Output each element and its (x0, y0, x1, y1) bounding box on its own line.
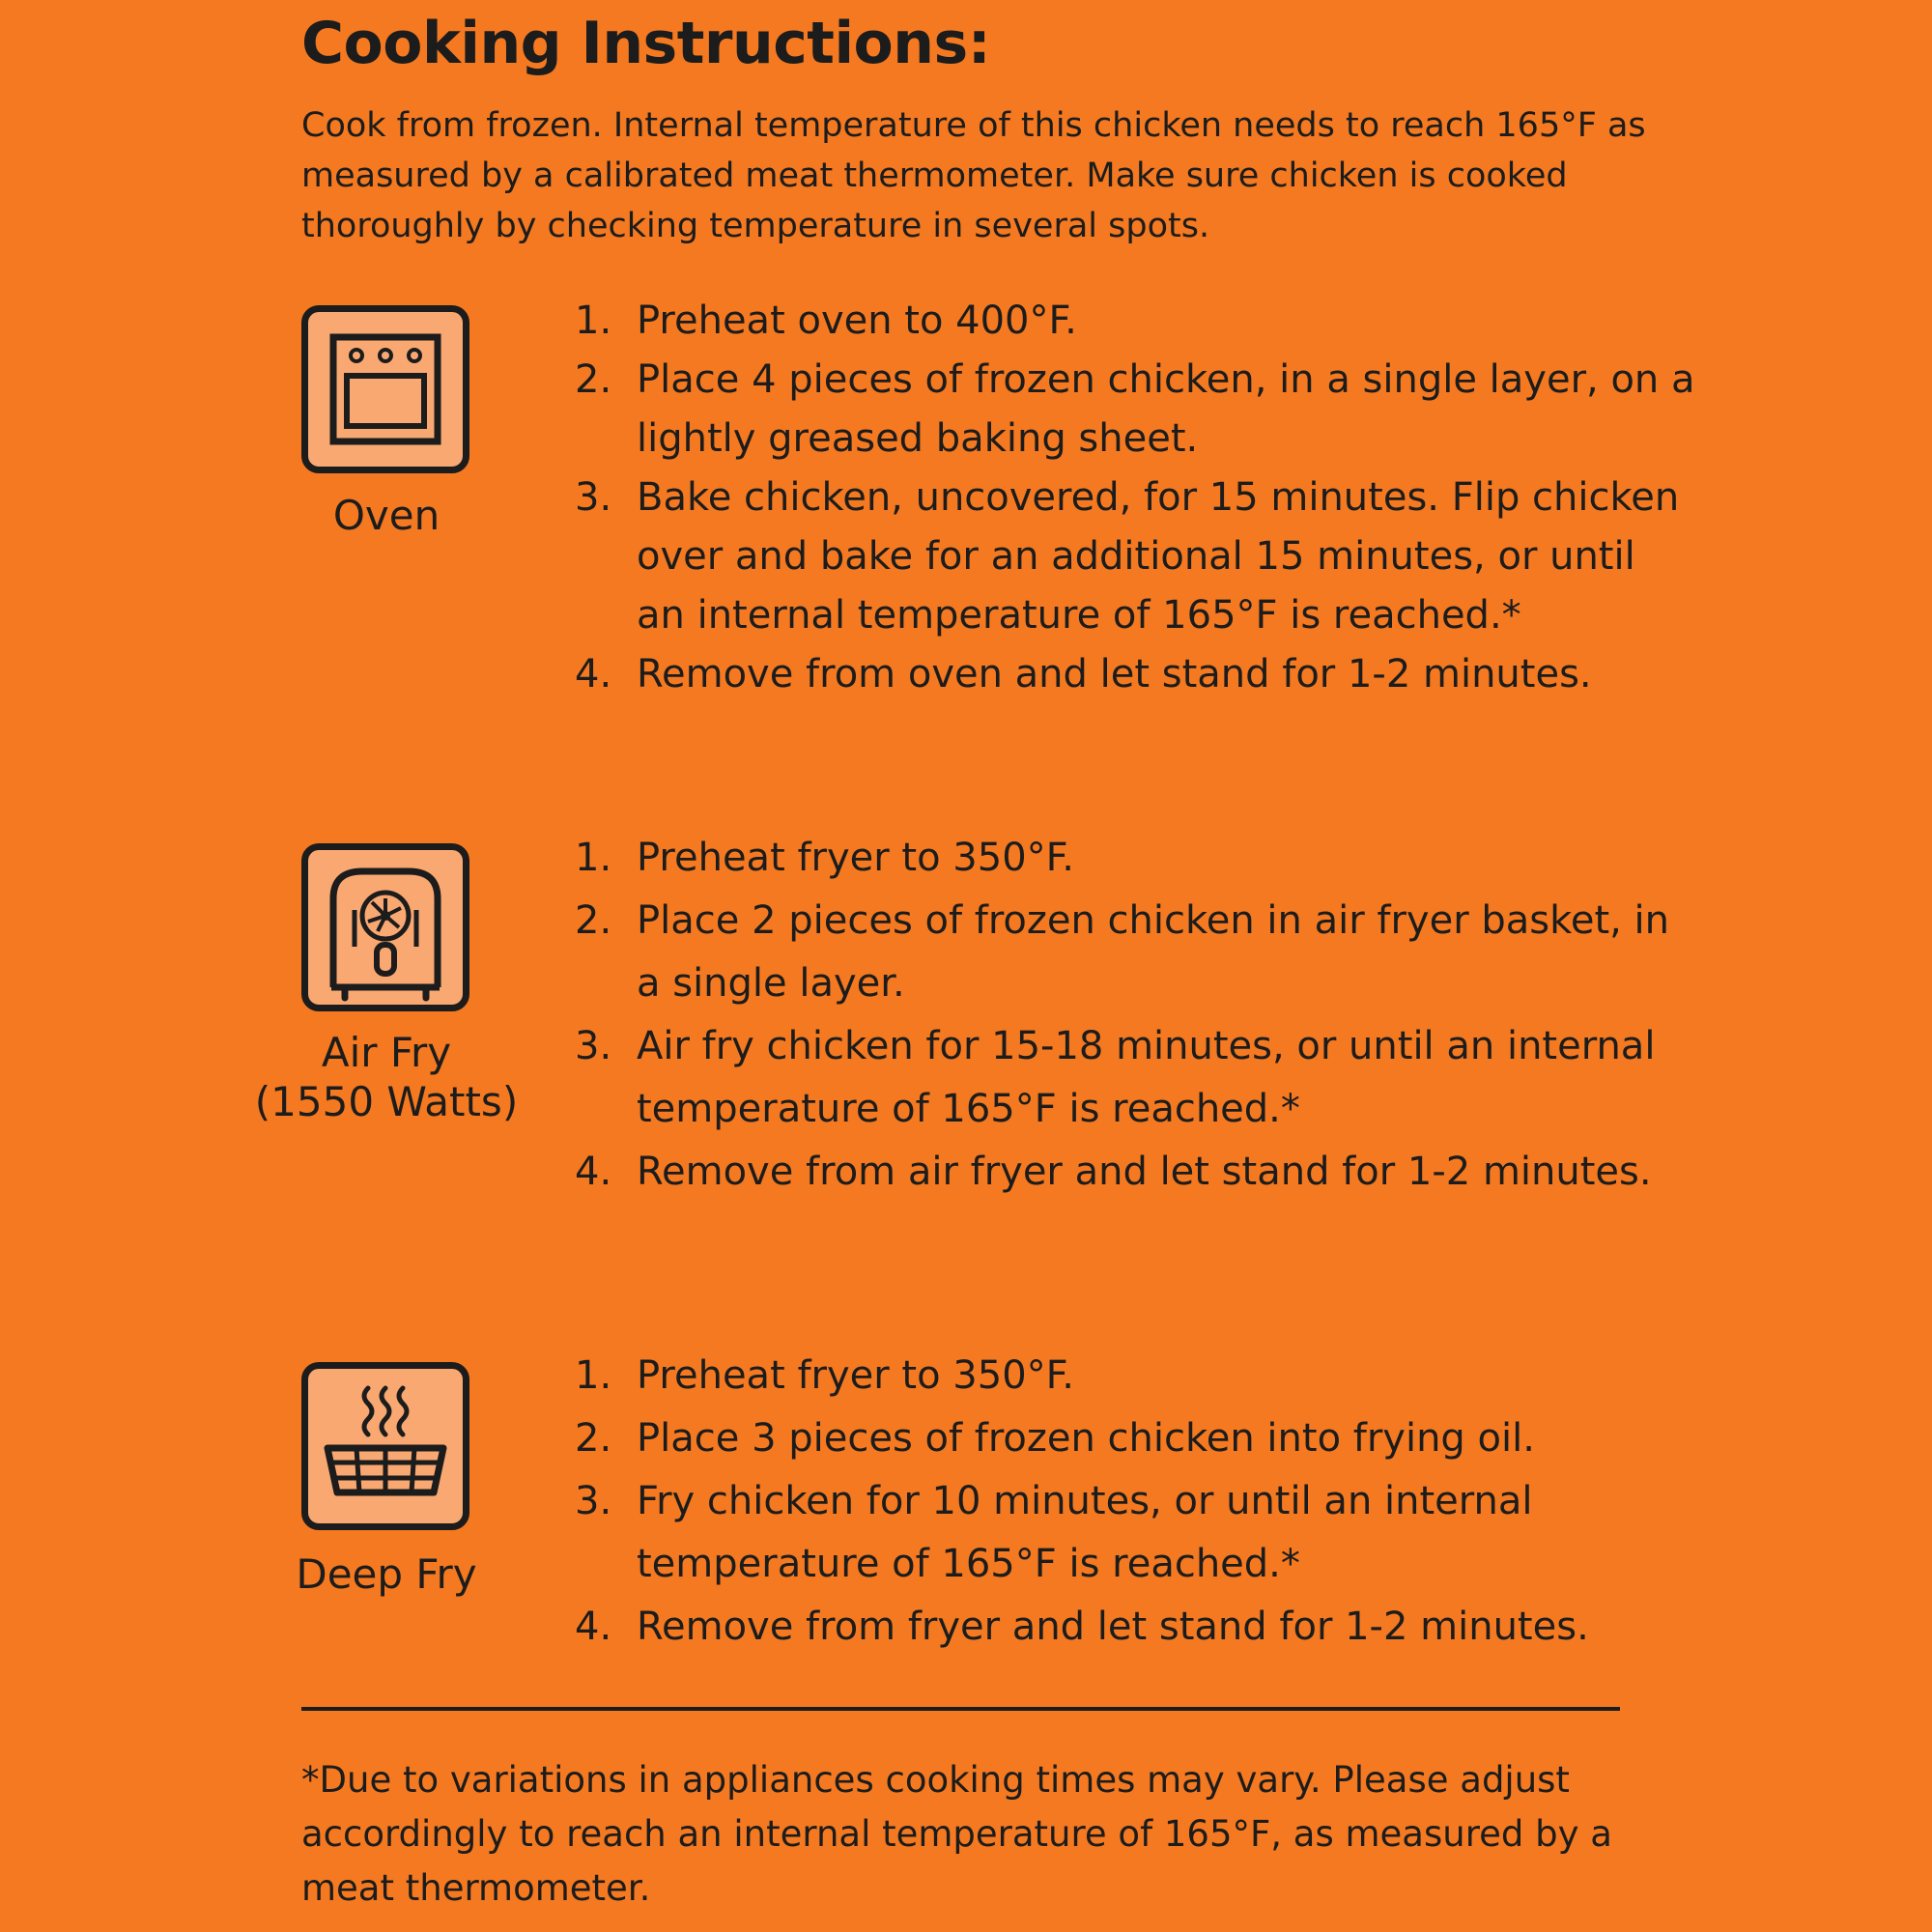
list-item: 2. Place 3 pieces of frozen chicken into frying oil. (575, 1416, 1535, 1461)
page-title: Cooking Instructions: (301, 10, 991, 77)
air-fry-steps (575, 827, 1695, 1204)
oven-steps (575, 292, 1695, 704)
list-item: 3. Bake chicken, uncovered, for 15 minutes. Flip chicken over and bake for an additional 15 minutes, or until an internal temperature of 165°F is reached.* (575, 475, 1680, 638)
oven-label: Oven (332, 492, 440, 539)
list-item: 2. Place 4 pieces of frozen chicken, in a single layer, on a lightly greased baking sheet. (575, 357, 1695, 461)
list-item: 4. Remove from air fryer and let stand for 1-2 minutes. (575, 1150, 1652, 1194)
footnote: *Due to variations in appliances cooking times may vary. Please adjust accordingly to reach an internal temperature of 165°F, as measured by a meat thermometer. (301, 1759, 1612, 1909)
divider (301, 1707, 1620, 1711)
air-fryer-icon (301, 843, 469, 1011)
oven-icon (301, 305, 469, 473)
list-item: 3. Air fry chicken for 15-18 minutes, or until an internal temperature of 165°F is reached.* (575, 1024, 1656, 1131)
list-item: 4. Remove from oven and let stand for 1-2 minutes. (575, 652, 1592, 696)
list-item: 1. Preheat oven to 400°F. (575, 298, 1077, 343)
list-item: 1. Preheat fryer to 350°F. (575, 836, 1074, 880)
list-item: 1. Preheat fryer to 350°F. (575, 1353, 1074, 1398)
deep-fry-label: Deep Fry (296, 1550, 477, 1598)
air-fry-watts-label: (1550 Watts) (254, 1078, 519, 1125)
air-fry-label: Air Fry (321, 1029, 452, 1076)
intro-text: Cook from frozen. Internal temperature of this chicken needs to reach 165°F as measured by a calibrated meat thermometer. Make sure chicken is cooked thoroughly by checking temperature in several spots. (301, 106, 1646, 245)
list-item: 4. Remove from fryer and let stand for 1-2 minutes. (575, 1605, 1589, 1649)
deep-fry-steps (575, 1345, 1695, 1659)
list-item: 3. Fry chicken for 10 minutes, or until an internal temperature of 165°F is reached.* (575, 1479, 1533, 1586)
deep-fryer-icon (301, 1362, 469, 1530)
list-item: 2. Place 2 pieces of frozen chicken in air fryer basket, in a single layer. (575, 898, 1670, 1006)
